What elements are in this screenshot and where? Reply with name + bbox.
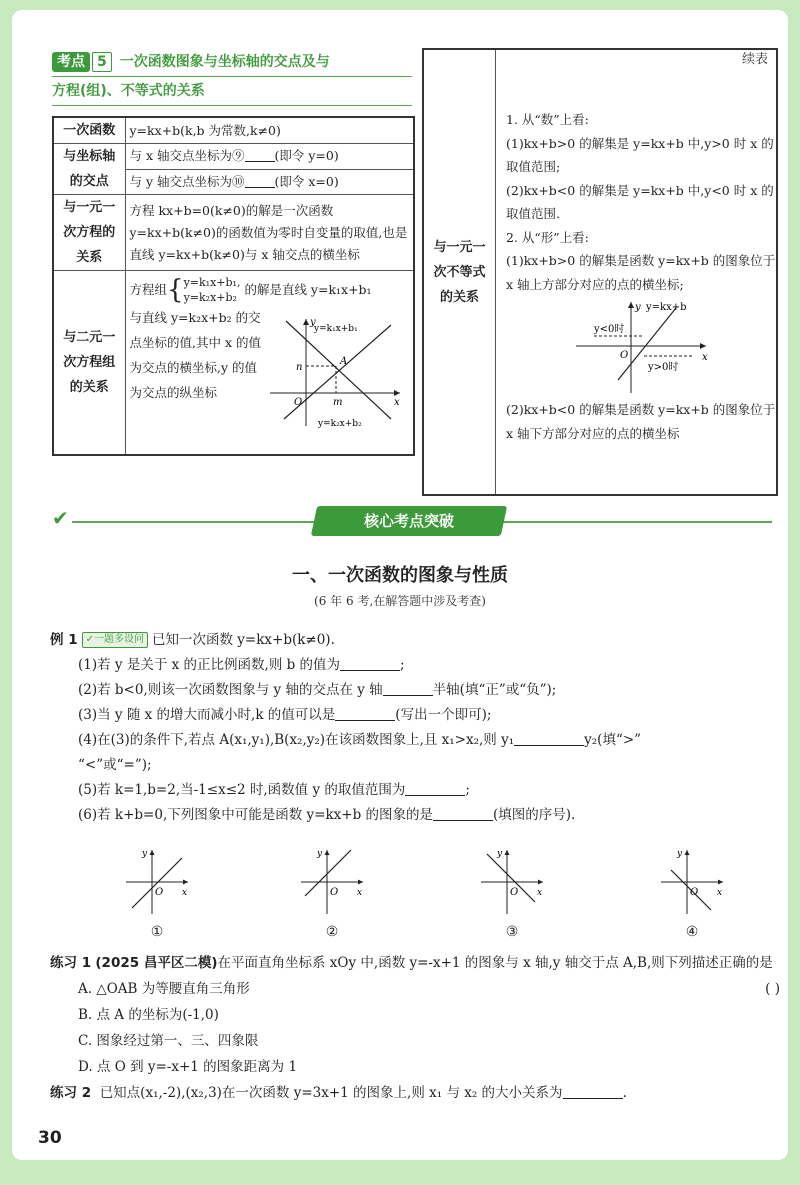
row-system-cell: 方程组 { y=k₁x+b₁, y=k₂x+b₂ 的解是直线 y=k₁x+b₁ 与直线 y=k₂x+b₂ 的交点坐标的值,其中 x 的值为交点的横坐标,y 的值为交点的纵坐标 y=k₁x+b₁ y=k₂x+b₂ n A O m x y: [125, 271, 414, 455]
system-figure: [266, 311, 406, 431]
system-eq2: y=k₂x+b₂: [183, 291, 237, 304]
svg-text:O: O: [330, 887, 339, 898]
row-head-equation: 与一元一次方程的关系: [53, 195, 125, 271]
graph-4-label: ④: [685, 924, 699, 940]
row-head-system: 与二元一次方程组的关系: [53, 271, 125, 455]
svg-text:O: O: [510, 887, 519, 898]
svg-text:x: x: [357, 888, 363, 898]
option-graphs: [122, 846, 742, 946]
q5: (5)若 k=1,b=2,当-1≤x≤2 时,函数值 y 的取值范围为 ;: [78, 782, 470, 798]
graph-2-label: ②: [325, 924, 339, 940]
svg-text:y: y: [677, 849, 683, 859]
option-b: B. 点 A 的坐标为(-1,0): [78, 1007, 219, 1023]
summary-table: [52, 116, 415, 456]
num-view-2: (2)kx+b<0 的解集是 y=kx+b 中,y<0 时 x 的取值范围.: [506, 182, 774, 221]
num-view-title: 1. 从“数”上看:: [506, 112, 589, 127]
fig-A: A: [339, 356, 347, 367]
fig-n: n: [295, 362, 302, 373]
section-banner: 核心考点突破: [311, 506, 507, 536]
system-text: 与直线 y=k₂x+b₂ 的交点坐标的值,其中 x 的值为交点的横坐标,y 的值为交点的纵坐标: [129, 310, 261, 400]
fig-origin: O: [620, 350, 629, 361]
shape-view-title: 2. 从“形”上看:: [506, 229, 589, 245]
q3: (3)当 y 随 x 的增大而减小时,k 的值可以是 (写出一个即可);: [78, 707, 492, 723]
system-prefix: 方程组: [129, 282, 168, 297]
fig-gt-label: y>0时: [648, 362, 679, 373]
num-view-1: (1)kx+b>0 的解集是 y=kx+b 中,y>0 时 x 的取值范围;: [506, 135, 774, 174]
q1: (1)若 y 是关于 x 的正比例函数,则 b 的值为 ;: [78, 657, 405, 673]
row-function-text: y=kx+b(k,b 为常数,k≠0): [125, 117, 414, 144]
topic-number: 5: [92, 52, 112, 72]
example-stem: 已知一次函数 y=kx+b(k≠0).: [151, 632, 335, 648]
option-c: C. 图象经过第一、三、四象限: [78, 1033, 259, 1049]
fig-lt-label: y<0时: [594, 324, 625, 335]
page: [12, 10, 788, 1160]
svg-text:O: O: [155, 887, 164, 898]
check-icon: ✔: [52, 506, 69, 530]
system-suffix: 的解是直线 y=k₁x+b₁: [244, 282, 372, 297]
practice-1-stem: 练习 1 (2025 昌平区二模)在平面直角坐标系 xOy 中,函数 y=-x+1 的图象与 x 轴,y 轴交于点 A,B,则下列描述正确的是 ( ): [50, 955, 780, 997]
shape-view-2: (2)kx+b<0 的解集是函数 y=kx+b 的图象位于 x 轴下方部分对应的点的横坐标: [506, 402, 776, 441]
topic-title-2: 方程(组)、不等式的关系: [52, 83, 205, 99]
q2: (2)若 b<0,则该一次函数图象与 y 轴的交点在 y 轴 半轴(填“正”或“负”);: [78, 682, 557, 698]
practice-section: [50, 950, 780, 1106]
svg-text:x: x: [537, 888, 543, 898]
graph-3-label: ③: [505, 924, 519, 940]
section-title: 一、一次函数的图象与性质: [292, 565, 508, 586]
inequality-figure: [506, 298, 766, 398]
topic-title-1: 一次函数图象与坐标轴的交点及与: [119, 54, 330, 70]
q4: (4)在(3)的条件下,若点 A(x₁,y₁),B(x₂,y₂)在该函数图象上,且 x₁>x₂,则 y₁ y₂(填“>”: [78, 732, 642, 748]
row-equation-text: 方程 kx+b=0(k≠0)的解是一次函数 y=kx+b(k≠0)的函数值为零时自变量的取值,也是直线 y=kx+b(k≠0)与 x 轴交点的横坐标: [125, 195, 414, 271]
fig-line1-label: y=k₁x+b₁: [313, 324, 358, 334]
row-intercept-x: 与 x 轴交点坐标为⑨ (即令 y=0): [125, 144, 414, 170]
example-1: [50, 628, 780, 828]
row-head-function: 一次函数: [53, 117, 125, 144]
fig-m: m: [332, 397, 342, 408]
graph-3: [477, 846, 547, 916]
svg-text:y: y: [142, 849, 148, 859]
graph-2: [297, 846, 367, 916]
q4-cont: “<”或“=”);: [78, 757, 152, 773]
continued-label: 续表: [741, 52, 768, 67]
svg-text:y: y: [497, 849, 503, 859]
svg-text:x: x: [182, 888, 188, 898]
inequality-content: [506, 108, 776, 445]
svg-text:y: y: [317, 849, 323, 859]
fig-x-label: x: [702, 352, 708, 363]
option-d: D. 点 O 到 y=-x+1 的图象距离为 1: [78, 1059, 298, 1075]
example-tag: ✓一题多设问: [82, 632, 148, 648]
section-subtitle: (6 年 6 考,在解答题中涉及考查): [314, 594, 486, 608]
option-a: A. △OAB 为等腰直角三角形: [78, 981, 250, 997]
graph-1: [122, 846, 192, 916]
inequality-head: 与一元一次不等式的关系: [424, 50, 496, 494]
fig-y: y: [309, 317, 316, 328]
row-head-intercepts: 与坐标轴的交点: [53, 144, 125, 195]
system-eq1: y=k₁x+b₁,: [183, 276, 241, 289]
example-label: 例 1: [50, 632, 78, 648]
fig-line-label: y=kx+b: [646, 302, 687, 313]
row-intercept-y: 与 y 轴交点坐标为⑩ (即令 x=0): [125, 169, 414, 195]
topic-header: [52, 48, 412, 106]
svg-text:O: O: [690, 887, 699, 898]
page-number: 30: [38, 1128, 62, 1148]
graph-1-label: ①: [150, 924, 164, 940]
practice-2: 练习 2 已知点(x₁,-2),(x₂,3)在一次函数 y=3x+1 的图象上,则 x₁ 与 x₂ 的大小关系为 .: [50, 1085, 627, 1101]
shape-view-1: (1)kx+b>0 的解集是函数 y=kx+b 的图象位于 x 轴上方部分对应的点的横坐标;: [506, 253, 776, 292]
inequality-box: [422, 48, 778, 496]
fig-O: O: [293, 397, 302, 408]
q6: (6)若 k+b=0,下列图象中可能是函数 y=kx+b 的图象的是 (填图的序号).: [78, 807, 576, 823]
fig-y-label: y: [635, 302, 641, 313]
graph-4: [657, 846, 727, 916]
fig-x: x: [393, 397, 400, 408]
fig-line2-label: y=k₂x+b₂: [317, 419, 362, 429]
topic-badge: 考点: [52, 52, 90, 72]
svg-text:x: x: [717, 888, 723, 898]
